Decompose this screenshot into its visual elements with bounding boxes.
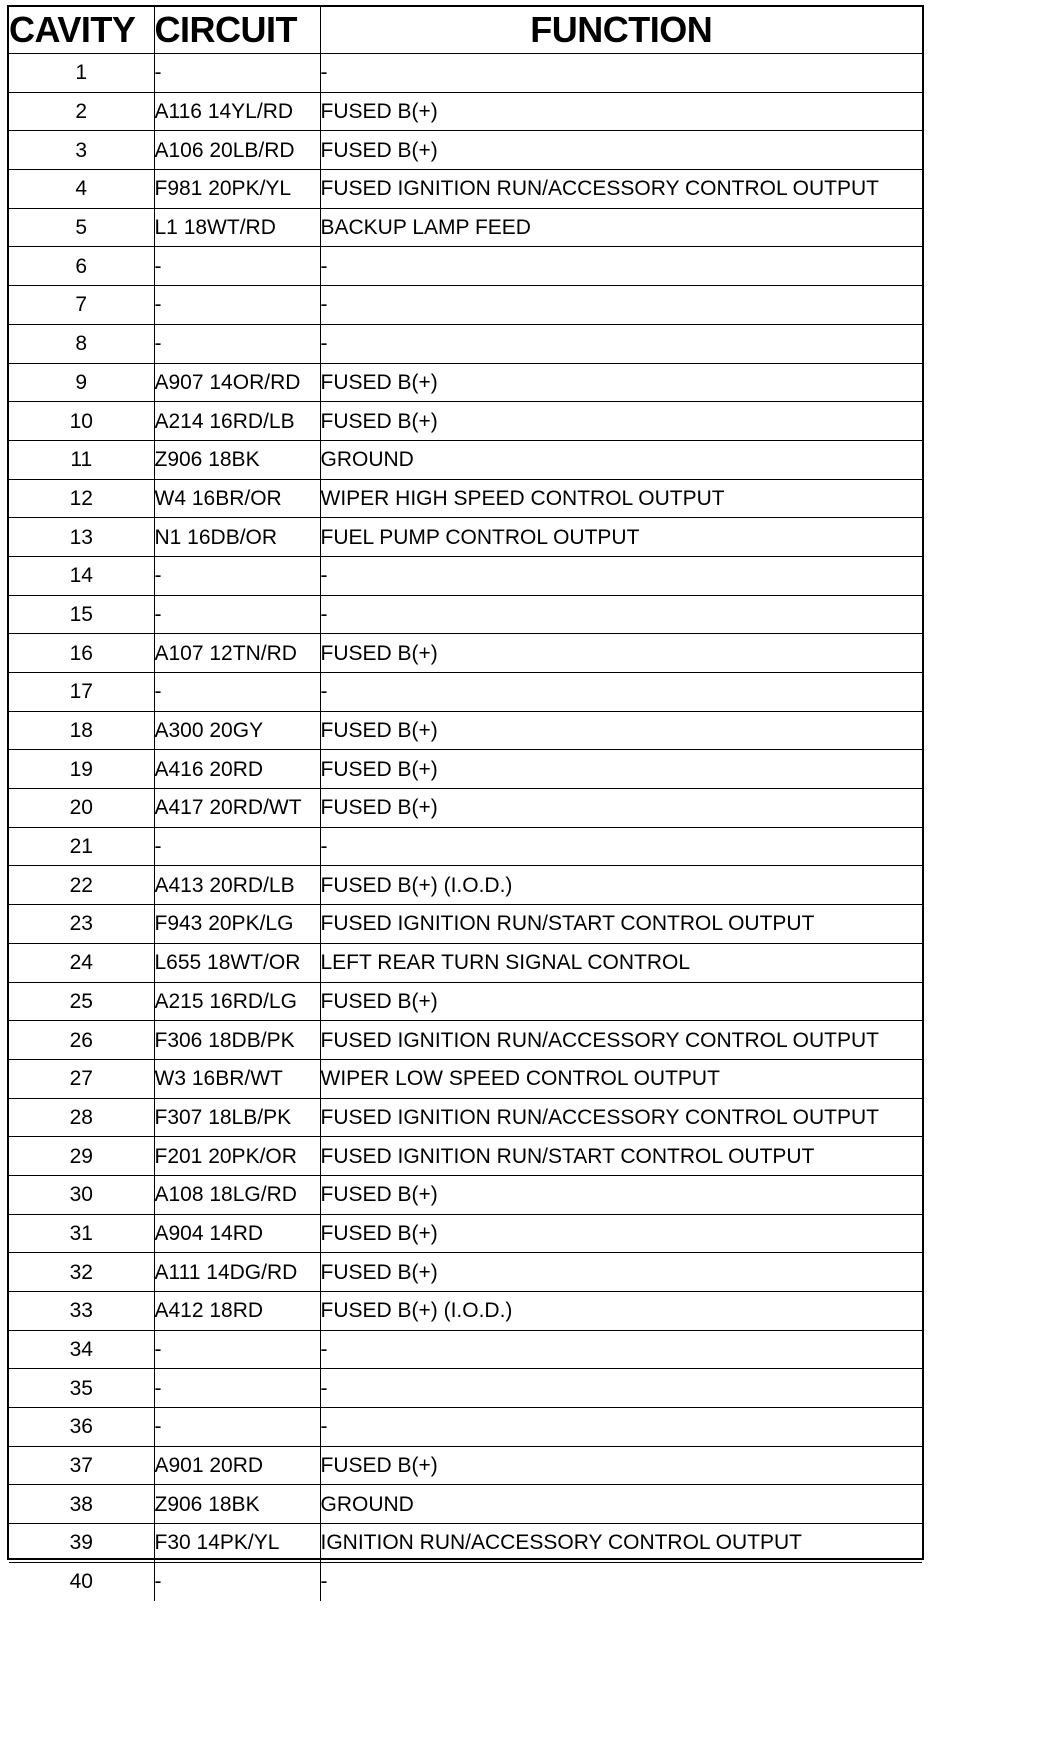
- function-cell: FUSED IGNITION RUN/ACCESSORY CONTROL OUTPUT: [320, 1098, 922, 1137]
- cavity-cell: 20: [9, 789, 154, 828]
- table-row: [9, 1059, 922, 1098]
- cavity-cell: 18: [9, 711, 154, 750]
- table-row: [9, 402, 922, 441]
- function-cell: -: [320, 556, 922, 595]
- function-cell: WIPER HIGH SPEED CONTROL OUTPUT: [320, 479, 922, 518]
- circuit-cell: -: [154, 595, 320, 634]
- table-row: [9, 1292, 922, 1331]
- circuit-cell: A904 14RD: [154, 1214, 320, 1253]
- cavity-cell: 25: [9, 982, 154, 1021]
- circuit-cell: -: [154, 827, 320, 866]
- circuit-cell: A107 12TN/RD: [154, 634, 320, 673]
- function-cell: FUSED B(+): [320, 1446, 922, 1485]
- function-cell: FUSED IGNITION RUN/ACCESSORY CONTROL OUTPUT: [320, 170, 922, 209]
- cavity-cell: 22: [9, 866, 154, 905]
- table-row: [9, 1253, 922, 1292]
- cavity-cell: 40: [9, 1562, 154, 1600]
- function-cell: FUSED B(+): [320, 1253, 922, 1292]
- cavity-cell: 15: [9, 595, 154, 634]
- cavity-cell: 37: [9, 1446, 154, 1485]
- function-cell: IGNITION RUN/ACCESSORY CONTROL OUTPUT: [320, 1524, 922, 1563]
- circuit-cell: -: [154, 324, 320, 363]
- table-row: [9, 750, 922, 789]
- circuit-cell: -: [154, 1330, 320, 1369]
- table-row: [9, 634, 922, 673]
- circuit-cell: W3 16BR/WT: [154, 1059, 320, 1098]
- function-cell: -: [320, 247, 922, 286]
- cavity-cell: 4: [9, 170, 154, 209]
- function-cell: -: [320, 1330, 922, 1369]
- table-row: [9, 1485, 922, 1524]
- cavity-cell: 32: [9, 1253, 154, 1292]
- circuit-cell: -: [154, 673, 320, 712]
- cavity-cell: 36: [9, 1408, 154, 1447]
- function-cell: FUSED B(+): [320, 789, 922, 828]
- table-row: [9, 556, 922, 595]
- table-row: [9, 1175, 922, 1214]
- circuit-cell: F943 20PK/LG: [154, 905, 320, 944]
- cavity-cell: 3: [9, 131, 154, 170]
- function-cell: FUEL PUMP CONTROL OUTPUT: [320, 518, 922, 557]
- function-cell: -: [320, 286, 922, 325]
- function-cell: FUSED B(+): [320, 92, 922, 131]
- circuit-cell: F30 14PK/YL: [154, 1524, 320, 1563]
- circuit-cell: L1 18WT/RD: [154, 208, 320, 247]
- circuit-cell: F306 18DB/PK: [154, 1021, 320, 1060]
- table-row: [9, 170, 922, 209]
- circuit-cell: Z906 18BK: [154, 1485, 320, 1524]
- cavity-cell: 2: [9, 92, 154, 131]
- cavity-cell: 8: [9, 324, 154, 363]
- circuit-cell: A907 14OR/RD: [154, 363, 320, 402]
- circuit-cell: A901 20RD: [154, 1446, 320, 1485]
- table-row: [9, 1524, 922, 1563]
- connector-pinout-table: [9, 7, 922, 1601]
- table-row: [9, 673, 922, 712]
- circuit-cell: -: [154, 1562, 320, 1600]
- function-cell: FUSED IGNITION RUN/START CONTROL OUTPUT: [320, 1137, 922, 1176]
- cavity-cell: 38: [9, 1485, 154, 1524]
- cavity-cell: 16: [9, 634, 154, 673]
- circuit-cell: -: [154, 1369, 320, 1408]
- table-row: [9, 1021, 922, 1060]
- circuit-cell: A417 20RD/WT: [154, 789, 320, 828]
- function-cell: FUSED IGNITION RUN/ACCESSORY CONTROL OUTPUT: [320, 1021, 922, 1060]
- function-cell: GROUND: [320, 1485, 922, 1524]
- function-cell: -: [320, 827, 922, 866]
- circuit-cell: -: [154, 1408, 320, 1447]
- circuit-cell: -: [154, 556, 320, 595]
- cavity-cell: 24: [9, 943, 154, 982]
- table-row: [9, 479, 922, 518]
- column-header-circuit: CIRCUIT: [154, 7, 320, 54]
- table-row: [9, 905, 922, 944]
- circuit-cell: W4 16BR/OR: [154, 479, 320, 518]
- table-row: [9, 827, 922, 866]
- function-cell: -: [320, 1562, 922, 1600]
- circuit-cell: F981 20PK/YL: [154, 170, 320, 209]
- function-cell: FUSED B(+): [320, 1214, 922, 1253]
- cavity-cell: 1: [9, 54, 154, 93]
- table-row: [9, 518, 922, 557]
- table-row: [9, 1098, 922, 1137]
- table-row: [9, 1369, 922, 1408]
- function-cell: -: [320, 54, 922, 93]
- table-row: [9, 54, 922, 93]
- cavity-cell: 11: [9, 440, 154, 479]
- function-cell: FUSED B(+): [320, 402, 922, 441]
- cavity-cell: 27: [9, 1059, 154, 1098]
- cavity-cell: 34: [9, 1330, 154, 1369]
- circuit-cell: A108 18LG/RD: [154, 1175, 320, 1214]
- table-row: [9, 1446, 922, 1485]
- function-cell: FUSED B(+): [320, 982, 922, 1021]
- function-cell: -: [320, 324, 922, 363]
- function-cell: GROUND: [320, 440, 922, 479]
- table-row: [9, 440, 922, 479]
- cavity-cell: 5: [9, 208, 154, 247]
- cavity-cell: 12: [9, 479, 154, 518]
- table-row: [9, 711, 922, 750]
- table-row: [9, 131, 922, 170]
- cavity-cell: 14: [9, 556, 154, 595]
- table-row: [9, 286, 922, 325]
- circuit-cell: L655 18WT/OR: [154, 943, 320, 982]
- circuit-cell: -: [154, 286, 320, 325]
- circuit-cell: A412 18RD: [154, 1292, 320, 1331]
- cavity-cell: 9: [9, 363, 154, 402]
- table-row: [9, 866, 922, 905]
- table-row: [9, 208, 922, 247]
- function-cell: FUSED B(+) (I.O.D.): [320, 866, 922, 905]
- function-cell: FUSED B(+): [320, 363, 922, 402]
- function-cell: FUSED B(+): [320, 131, 922, 170]
- table-row: [9, 1214, 922, 1253]
- function-cell: FUSED B(+): [320, 750, 922, 789]
- function-cell: -: [320, 673, 922, 712]
- cavity-cell: 26: [9, 1021, 154, 1060]
- table-row: [9, 324, 922, 363]
- circuit-cell: N1 16DB/OR: [154, 518, 320, 557]
- header-row: [9, 7, 922, 54]
- cavity-cell: 10: [9, 402, 154, 441]
- table-row: [9, 595, 922, 634]
- cavity-cell: 6: [9, 247, 154, 286]
- table-row: [9, 1562, 922, 1600]
- circuit-cell: -: [154, 247, 320, 286]
- circuit-cell: A106 20LB/RD: [154, 131, 320, 170]
- table-row: [9, 92, 922, 131]
- table-row: [9, 982, 922, 1021]
- column-header-cavity: CAVITY: [9, 7, 154, 54]
- function-cell: -: [320, 595, 922, 634]
- circuit-cell: F307 18LB/PK: [154, 1098, 320, 1137]
- function-cell: FUSED B(+) (I.O.D.): [320, 1292, 922, 1331]
- table-row: [9, 1330, 922, 1369]
- cavity-cell: 39: [9, 1524, 154, 1563]
- function-cell: -: [320, 1408, 922, 1447]
- circuit-cell: A413 20RD/LB: [154, 866, 320, 905]
- circuit-cell: A215 16RD/LG: [154, 982, 320, 1021]
- table-body: [9, 54, 922, 1601]
- cavity-cell: 13: [9, 518, 154, 557]
- circuit-cell: A116 14YL/RD: [154, 92, 320, 131]
- cavity-cell: 23: [9, 905, 154, 944]
- connector-pinout-table-frame: [7, 5, 924, 1594]
- function-cell: WIPER LOW SPEED CONTROL OUTPUT: [320, 1059, 922, 1098]
- cavity-cell: 29: [9, 1137, 154, 1176]
- function-cell: FUSED IGNITION RUN/START CONTROL OUTPUT: [320, 905, 922, 944]
- circuit-cell: A416 20RD: [154, 750, 320, 789]
- circuit-cell: A300 20GY: [154, 711, 320, 750]
- function-cell: FUSED B(+): [320, 711, 922, 750]
- function-cell: FUSED B(+): [320, 1175, 922, 1214]
- cavity-cell: 7: [9, 286, 154, 325]
- circuit-cell: A214 16RD/LB: [154, 402, 320, 441]
- table-row: [9, 943, 922, 982]
- function-cell: BACKUP LAMP FEED: [320, 208, 922, 247]
- cavity-cell: 19: [9, 750, 154, 789]
- table-row: [9, 1137, 922, 1176]
- circuit-cell: F201 20PK/OR: [154, 1137, 320, 1176]
- table-row: [9, 247, 922, 286]
- circuit-cell: A111 14DG/RD: [154, 1253, 320, 1292]
- table-row: [9, 1408, 922, 1447]
- cavity-cell: 30: [9, 1175, 154, 1214]
- cavity-cell: 35: [9, 1369, 154, 1408]
- table-row: [9, 363, 922, 402]
- function-cell: -: [320, 1369, 922, 1408]
- cavity-cell: 17: [9, 673, 154, 712]
- circuit-cell: Z906 18BK: [154, 440, 320, 479]
- function-cell: FUSED B(+): [320, 634, 922, 673]
- cavity-cell: 21: [9, 827, 154, 866]
- cavity-cell: 33: [9, 1292, 154, 1331]
- function-cell: LEFT REAR TURN SIGNAL CONTROL: [320, 943, 922, 982]
- column-header-function: FUNCTION: [320, 7, 922, 54]
- circuit-cell: -: [154, 54, 320, 93]
- cavity-cell: 31: [9, 1214, 154, 1253]
- cavity-cell: 28: [9, 1098, 154, 1137]
- table-row: [9, 789, 922, 828]
